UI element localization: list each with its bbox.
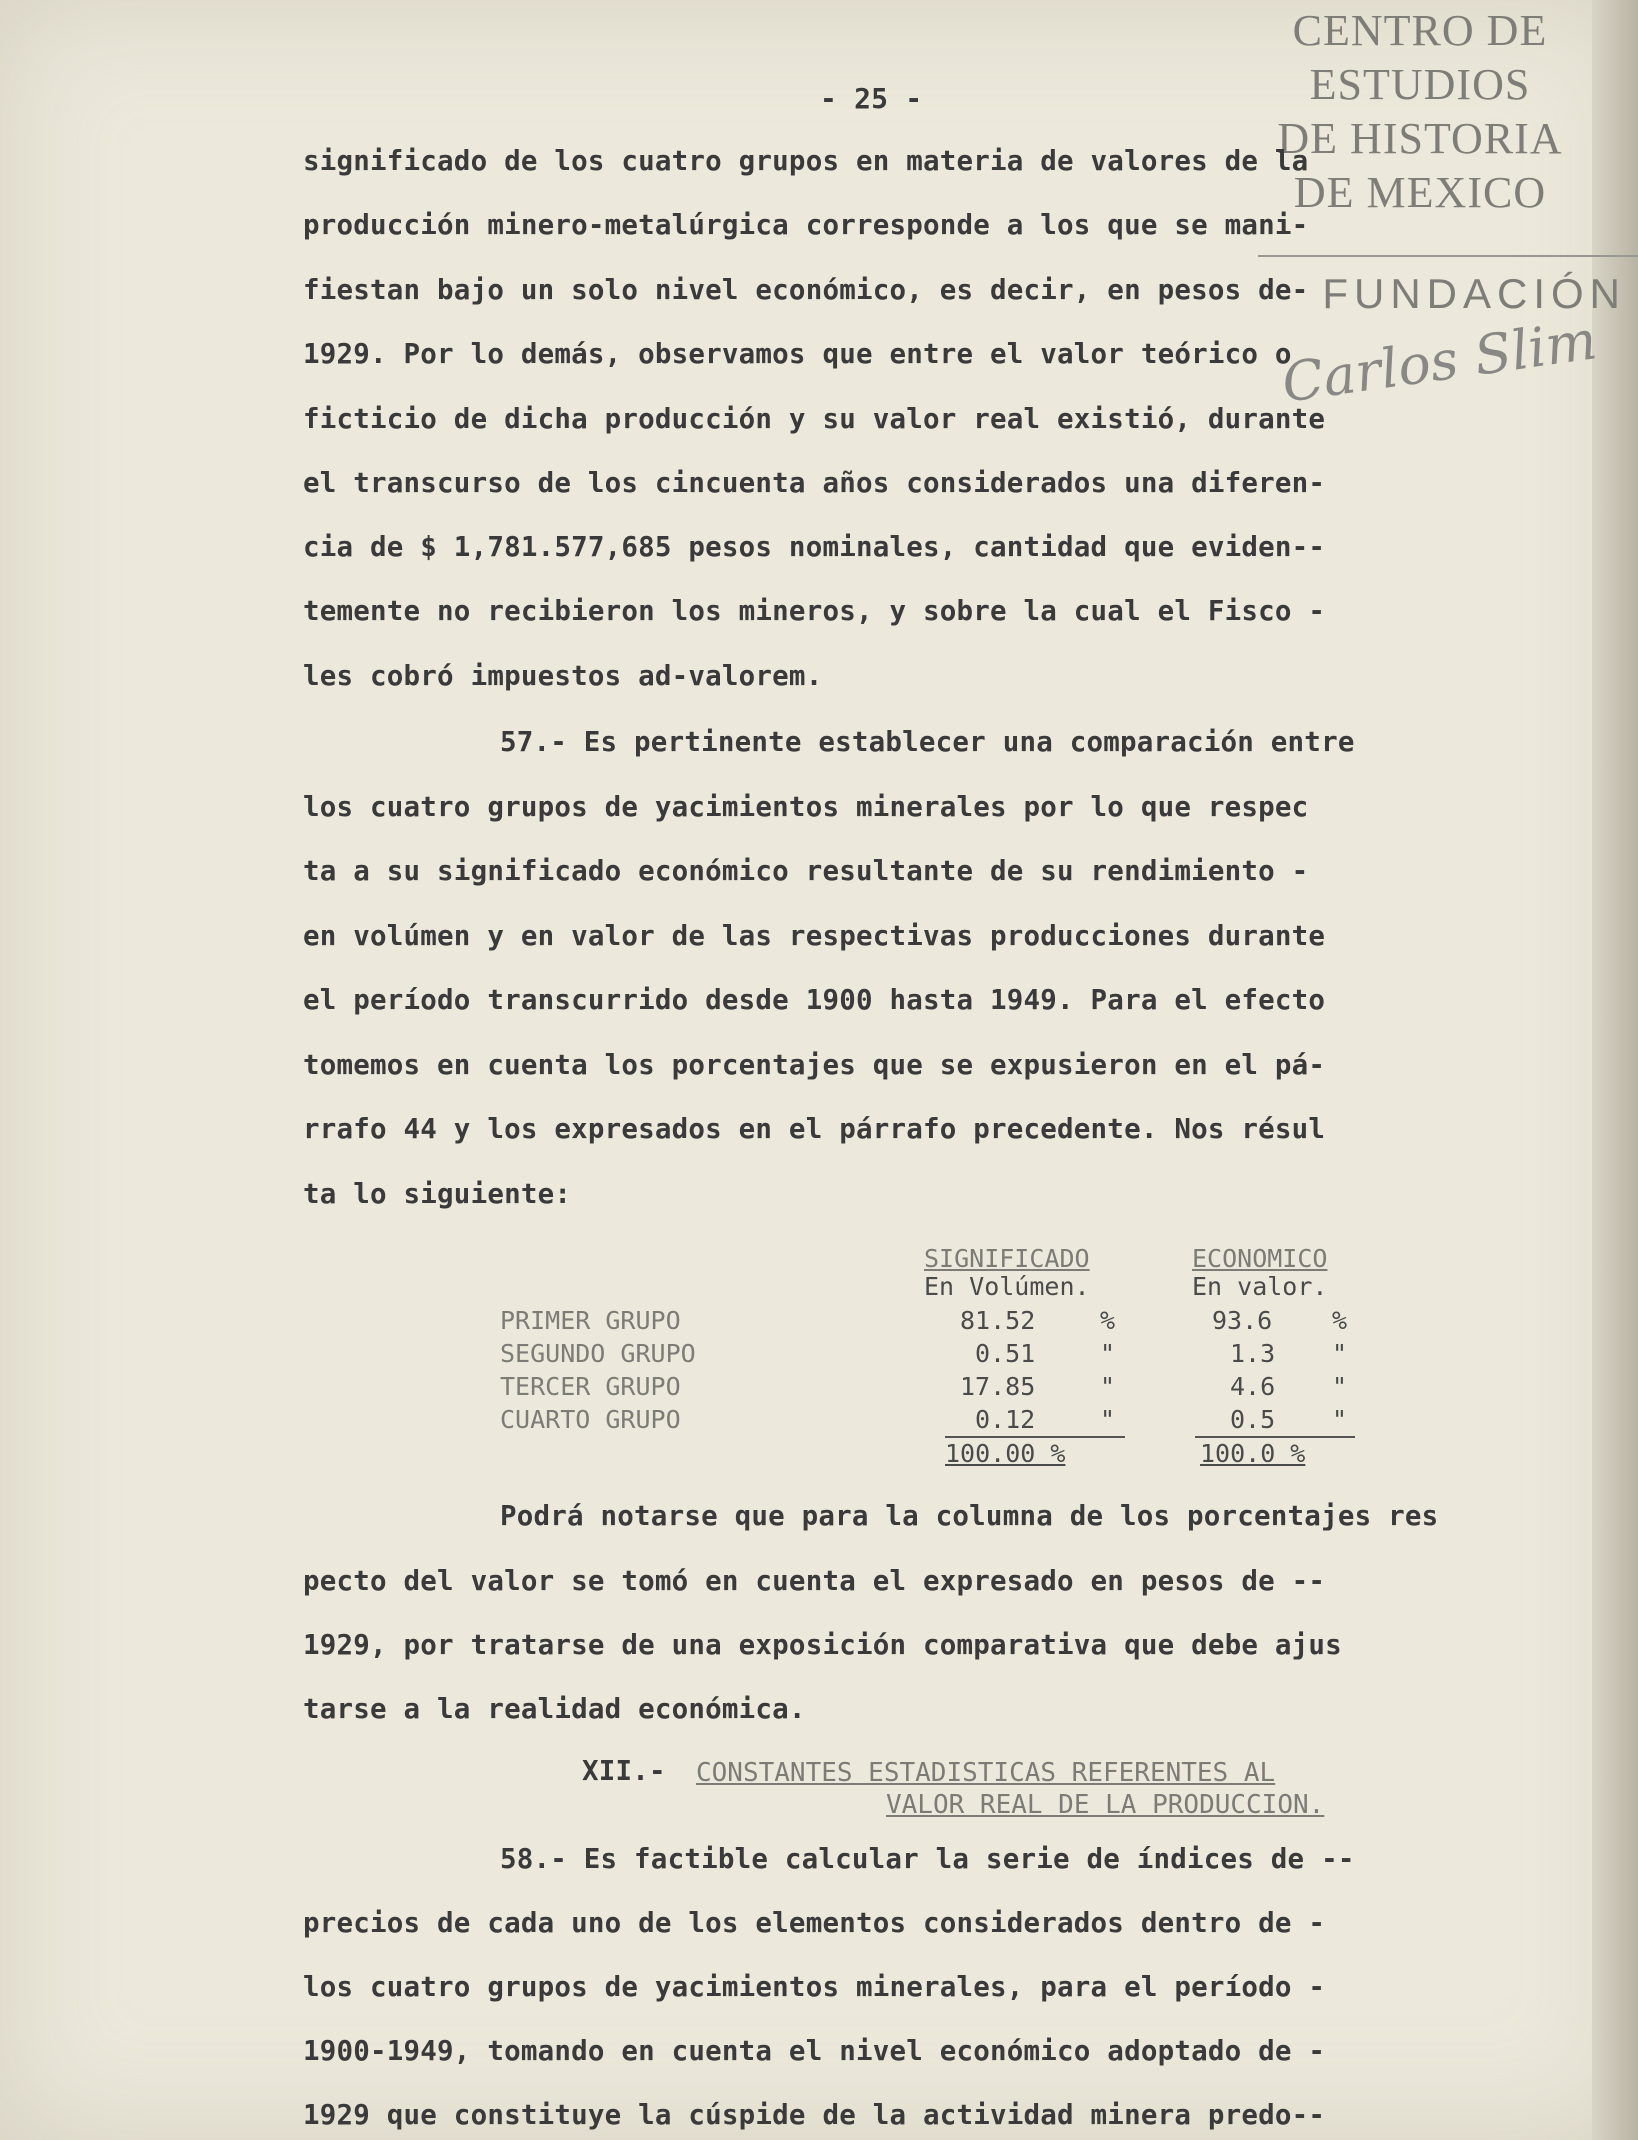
table-cell-volumen: 0.51 xyxy=(975,1339,1036,1368)
text-line: 57.- Es pertinente establecer una comparación entre xyxy=(500,726,1355,758)
watermark-line: CENTRO DE xyxy=(1292,6,1548,55)
text-line: precios de cada uno de los elementos considerados dentro de - xyxy=(303,1907,1326,1939)
table-cell-volumen: 81.52 xyxy=(960,1306,1036,1335)
text-line: el período transcurrido desde 1900 hasta 1949. Para el efecto xyxy=(303,984,1326,1016)
table-total-valor: 100.0 % xyxy=(1200,1439,1306,1468)
text-line: ficticio de dicha producción y su valor real existió, durante xyxy=(303,403,1326,435)
table-cell-valor: 4.6 xyxy=(1230,1372,1276,1401)
table-cell-unit: " xyxy=(1100,1372,1116,1401)
text-line: 1929. Por lo demás, observamos que entre el valor teórico o xyxy=(303,338,1292,370)
page-edge-shadow xyxy=(1592,0,1638,2140)
text-line: cia de $ 1,781.577,685 pesos nominales, cantidad que eviden-- xyxy=(303,531,1326,563)
text-line: rrafo 44 y los expresados en el párrafo precedente. Nos résul xyxy=(303,1113,1326,1145)
table-cell-unit: " xyxy=(1332,1372,1348,1401)
table-subheader-volumen: En Volúmen. xyxy=(924,1272,1090,1301)
text-line: los cuatro grupos de yacimientos minerales, para el período - xyxy=(303,1971,1326,2003)
table-header-left: SIGNIFICADO xyxy=(924,1244,1090,1273)
table-cell-unit: " xyxy=(1100,1339,1116,1368)
text-line: significado de los cuatro grupos en materia de valores de la xyxy=(303,145,1309,177)
table-cell-unit: " xyxy=(1100,1405,1116,1434)
table-cell-volumen: 17.85 xyxy=(960,1372,1036,1401)
table-cell-unit: % xyxy=(1100,1306,1116,1335)
table-subheader-valor: En valor. xyxy=(1192,1272,1328,1301)
watermark-fundacion: FUNDACIÓN xyxy=(1322,270,1626,317)
text-line: ta a su significado económico resultante de su rendimiento - xyxy=(303,855,1309,887)
table-cell-valor: 93.6 xyxy=(1212,1306,1273,1335)
watermark-line: DE HISTORIA xyxy=(1277,114,1563,163)
table-row-label: CUARTO GRUPO xyxy=(500,1405,681,1434)
watermark-line: ESTUDIOS xyxy=(1309,60,1531,109)
section-title-line2: VALOR REAL DE LA PRODUCCION. xyxy=(886,1790,1325,1820)
table-cell-valor: 0.5 xyxy=(1230,1405,1276,1434)
text-line: 1900-1949, tomando en cuenta el nivel económico adoptado de - xyxy=(303,2035,1326,2067)
table-cell-valor: 1.3 xyxy=(1230,1339,1276,1368)
text-line: pecto del valor se tomó en cuenta el expresado en pesos de -- xyxy=(303,1565,1326,1597)
table-cell-unit: % xyxy=(1332,1306,1348,1335)
text-line: fiestan bajo un solo nivel económico, es decir, en pesos de- xyxy=(303,274,1309,306)
text-line: en volúmen y en valor de las respectivas producciones durante xyxy=(303,920,1326,952)
watermark-line: DE MEXICO xyxy=(1293,168,1547,217)
table-row-label: TERCER GRUPO xyxy=(500,1372,681,1401)
table-row-label: SEGUNDO GRUPO xyxy=(500,1339,696,1368)
text-line: les cobró impuestos ad-valorem. xyxy=(303,660,823,692)
text-line: tarse a la realidad económica. xyxy=(303,1693,806,1725)
section-number: XII.- xyxy=(582,1755,666,1787)
text-line: los cuatro grupos de yacimientos minerales por lo que respec xyxy=(303,791,1309,823)
table-cell-unit: " xyxy=(1332,1405,1348,1434)
table-cell-volumen: 0.12 xyxy=(975,1405,1036,1434)
table-cell-unit: " xyxy=(1332,1339,1348,1368)
section-title-line1: CONSTANTES ESTADISTICAS REFERENTES AL xyxy=(696,1758,1276,1788)
watermark-signature: Carlos Slim xyxy=(1278,308,1601,415)
table-total-volumen: 100.00 % xyxy=(945,1439,1066,1468)
text-line: 1929, por tratarse de una exposición comparativa que debe ajus xyxy=(303,1629,1342,1661)
table-header-right: ECONOMICO xyxy=(1192,1244,1328,1273)
watermark-divider xyxy=(1258,255,1638,257)
table-row-label: PRIMER GRUPO xyxy=(500,1306,681,1335)
archive-watermark xyxy=(1220,4,1620,220)
text-line: ta lo siguiente: xyxy=(303,1178,572,1210)
text-line: 1929 que constituye la cúspide de la actividad minera predo-- xyxy=(303,2099,1326,2131)
text-line: Podrá notarse que para la columna de los porcentajes res xyxy=(500,1500,1439,1532)
page-number: - 25 - xyxy=(820,82,923,115)
text-line: 58.- Es factible calcular la serie de índices de -- xyxy=(500,1843,1355,1875)
table-total-rule xyxy=(945,1436,1125,1438)
text-line: temente no recibieron los mineros, y sobre la cual el Fisco - xyxy=(303,595,1326,627)
text-line: tomemos en cuenta los porcentajes que se expusieron en el pá- xyxy=(303,1049,1326,1081)
text-line: el transcurso de los cincuenta años considerados una diferen- xyxy=(303,467,1326,499)
table-total-rule xyxy=(1195,1436,1355,1438)
text-line: producción minero-metalúrgica corresponde a los que se mani- xyxy=(303,209,1309,241)
